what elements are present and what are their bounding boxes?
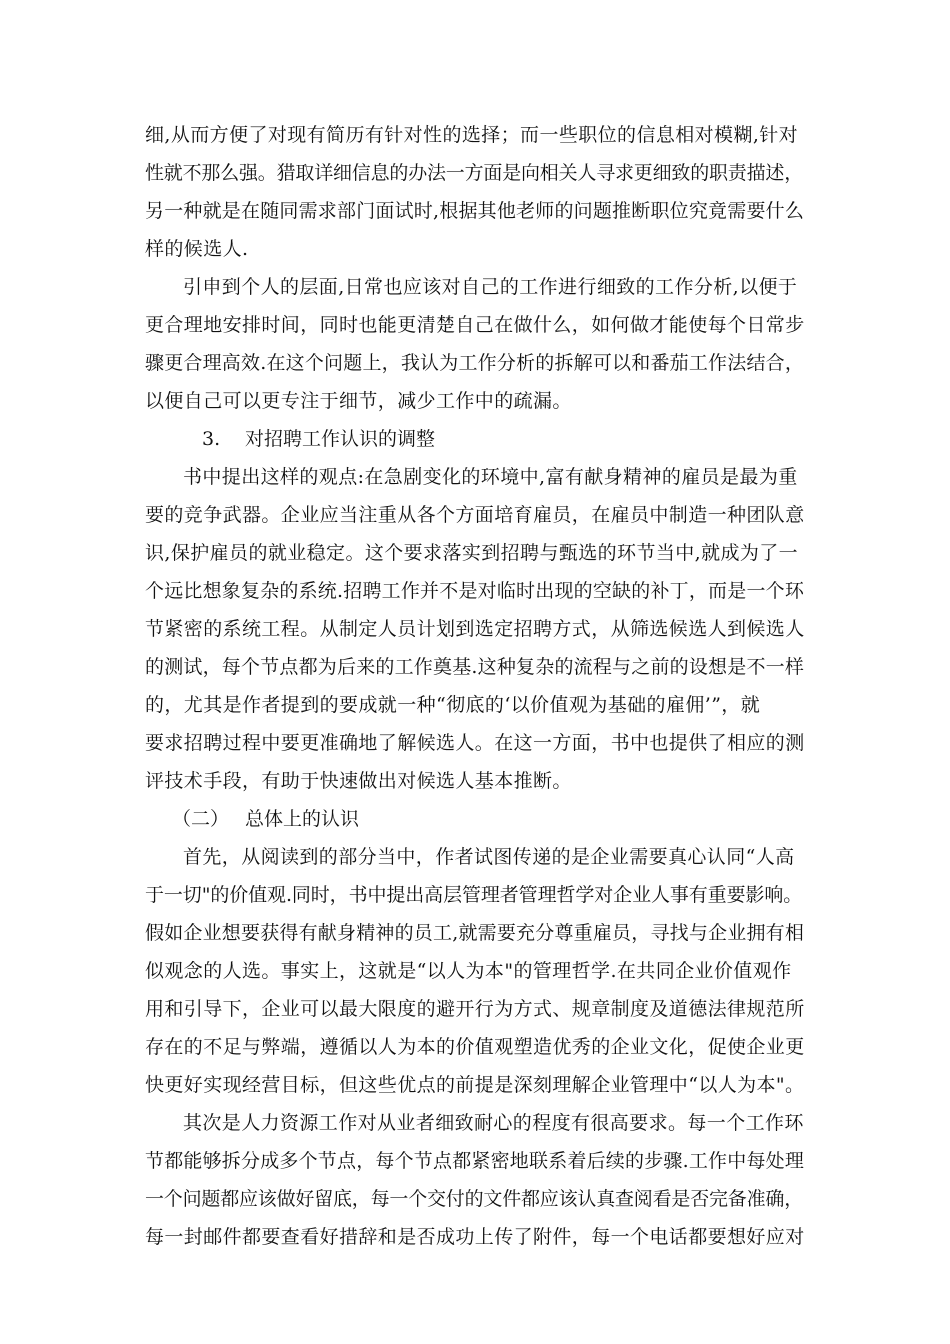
text-line: 用和引导下，企业可以最大限度的避开行为方式、规章制度及道德法律规范所 [145, 998, 805, 1020]
text-line: 存在的不足与弊端，遵循以人为本的价值观塑造优秀的企业文化，促使企业更 [145, 1036, 805, 1058]
text-line: 快更好实现经营目标，但这些优点的前提是深刻理解企业管理中“以人为本"。 [145, 1074, 805, 1096]
text-line: 其次是人力资源工作对从业者细致耐心的程度有很高要求。每一个工作环 [183, 1112, 804, 1134]
text-line: 评技术手段，有助于快速做出对候选人基本推断。 [145, 770, 572, 792]
text-line: 假如企业想要获得有献身精神的员工,就需要充分尊重雇员，寻找与企业拥有相 [145, 922, 805, 944]
text-line: 首先，从阅读到的部分当中，作者试图传递的是企业需要真心认同“人高 [183, 846, 795, 868]
text-line: 骤更合理高效.在这个问题上，我认为工作分析的拆解可以和番茄工作法结合， [145, 352, 805, 374]
text-line: 识,保护雇员的就业稳定。这个要求落实到招聘与甄选的环节当中,就成为了一 [145, 542, 799, 564]
text-line: 样的候选人. [145, 238, 249, 260]
text-line: 一个问题都应该做好留底，每一个交付的文件都应该认真查阅看是否完备准确， [145, 1188, 804, 1210]
text-line: 更合理地安排时间，同时也能更清楚自己在做什么，如何做才能使每个日常步 [145, 314, 805, 336]
section-heading: 总体上的认识 [245, 808, 360, 830]
text-line: 的测试，每个节点都为后来的工作奠基.这种复杂的流程与之前的设想是不一样 [145, 656, 805, 678]
text-line: 另一种就是在随同需求部门面试时,根据其他老师的问题推断职位究竟需要什么 [145, 200, 805, 222]
text-line: 于一切"的价值观.同时，书中提出高层管理者管理哲学对企业人事有重要影响。 [145, 884, 803, 906]
section-number: （二） [172, 808, 230, 830]
text-line: 每一封邮件都要查看好措辞和是否成功上传了附件，每一个电话都要想好应对 [145, 1226, 805, 1248]
text-line: 以便自己可以更专注于细节，减少工作中的疏漏。 [145, 390, 572, 412]
text-line: 细,从而方便了对现有简历有针对性的选择；而一些职位的信息相对模糊,针对 [145, 124, 799, 146]
text-line: 要的竞争武器。企业应当注重从各个方面培育雇员，在雇员中制造一种团队意 [145, 504, 805, 526]
text-line: 似观念的人选。事实上，这就是“以人为本"的管理哲学.在共同企业价值观作 [145, 960, 792, 982]
text-line: 的，尤其是作者提到的要成就一种“彻底的‘以价值观为基础的雇佣’”，就 [145, 694, 761, 716]
text-line: 节都能够拆分成多个节点，每个节点都紧密地联系着后续的步骤.工作中每处理 [145, 1150, 805, 1172]
text-line: 个远比想象复杂的系统.招聘工作并不是对临时出现的空缺的补丁，而是一个环 [145, 580, 805, 602]
text-line: 要求招聘过程中要更准确地了解候选人。在这一方面，书中也提供了相应的测 [145, 732, 805, 754]
text-line: 性就不那么强。猎取详细信息的办法一方面是向相关人寻求更细致的职责描述， [145, 162, 804, 184]
text-line: 书中提出这样的观点:在急剧变化的环境中,富有献身精神的雇员是最为重 [183, 466, 798, 488]
section-number: 3. [202, 428, 221, 450]
text-line: 节紧密的系统工程。从制定人员计划到选定招聘方式，从筛选候选人到候选人 [145, 618, 805, 640]
text-line: 引申到个人的层面,日常也应该对自己的工作进行细致的工作分析,以便于 [183, 276, 798, 298]
section-heading: 对招聘工作认识的调整 [245, 428, 436, 450]
